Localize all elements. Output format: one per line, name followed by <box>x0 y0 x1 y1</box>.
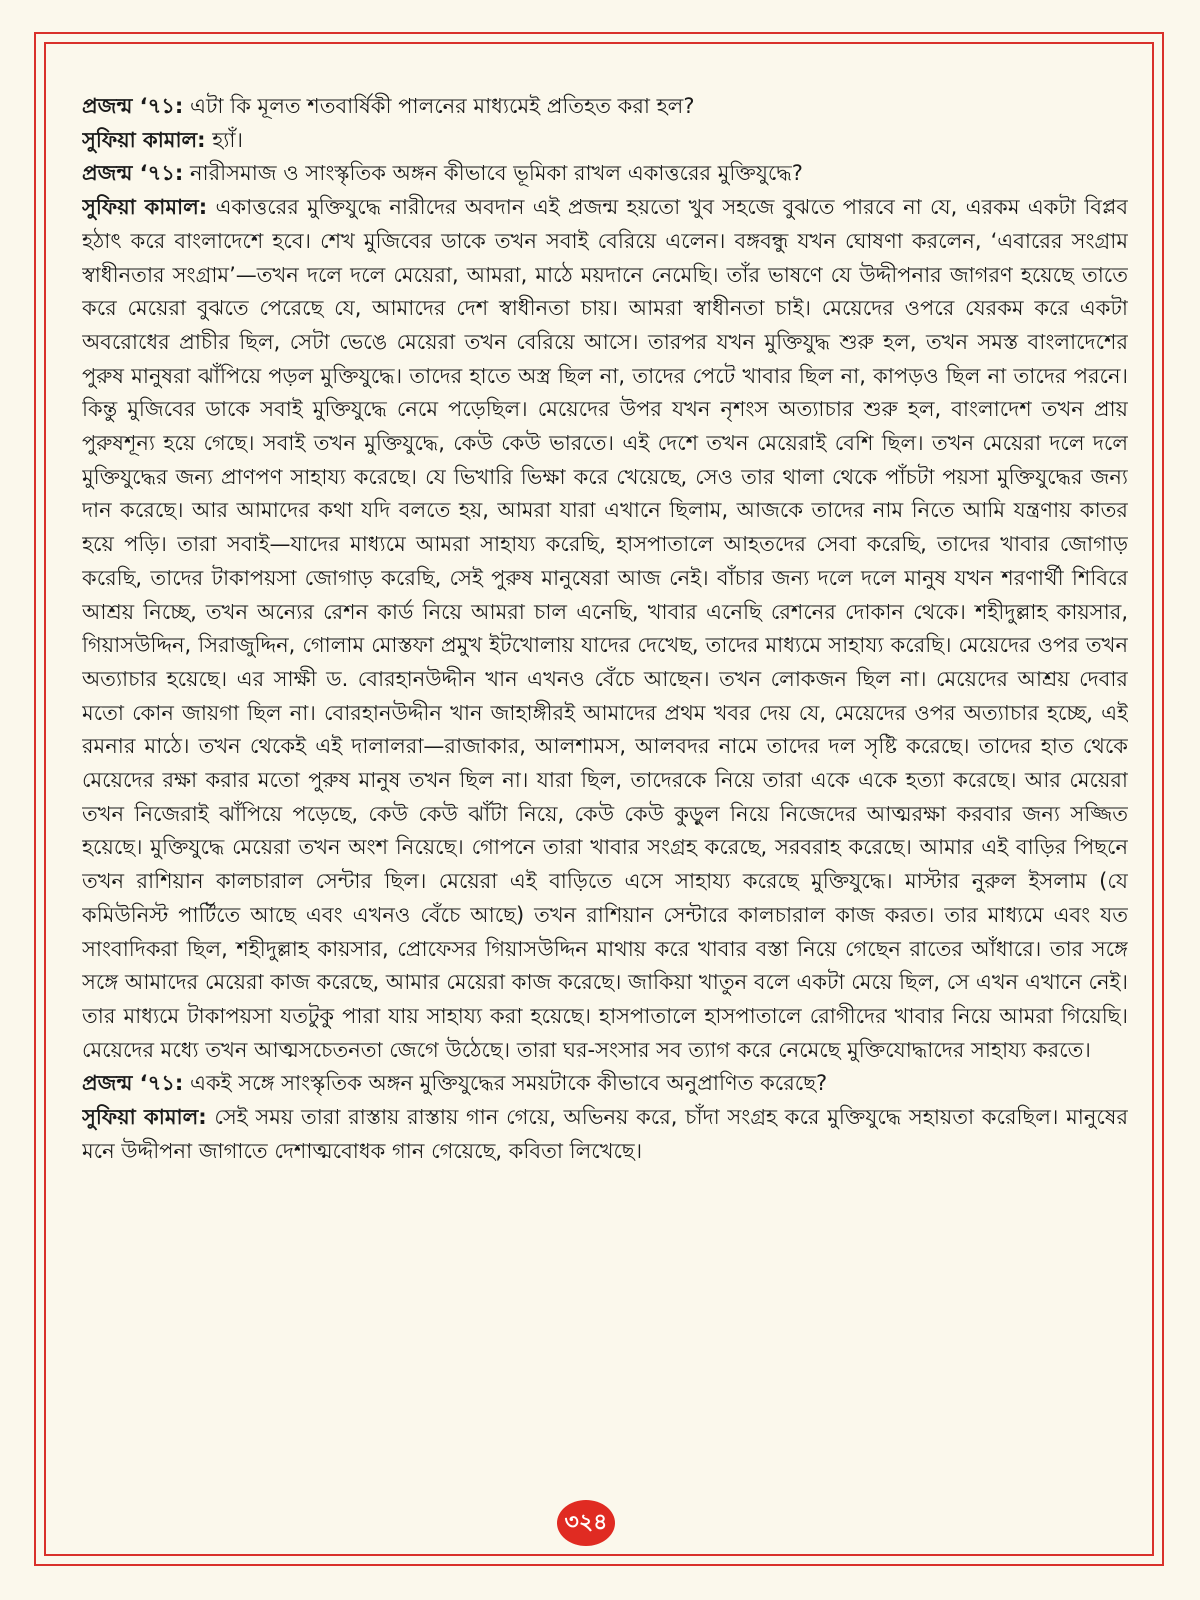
dialogue-entry <box>82 157 1128 191</box>
dialogue-text: হ্যাঁ। <box>205 127 243 152</box>
page-number-badge: ৩২৪ <box>557 1500 615 1546</box>
dialogue-entry <box>82 124 1128 158</box>
speaker-label: প্রজন্ম ‘৭১: <box>82 94 184 118</box>
dialogue-entry <box>82 191 1128 1067</box>
dialogue-text: সেই সময় তারা রাস্তায় রাস্তায় গান গেয়ে, অভিনয় করে, চাঁদা সংগ্রহ করে মুক্তিযুদ্ধে সহায়তা করেছিল। মানুষের মনে উদ্দীপনা জাগাতে দেশাত্মবোধক গান গেয়েছে, কবিতা লিখেছে। <box>82 1105 1128 1163</box>
dialogue-entry <box>82 1101 1128 1168</box>
dialogue-text: নারীসমাজ ও সাংস্কৃতিক অঙ্গন কীভাবে ভূমিকা রাখল একাত্তরের মুক্তিযুদ্ধে? <box>183 161 803 186</box>
dialogue-text: এটা কি মূলত শতবার্ষিকী পালনের মাধ্যমেই প্রতিহত করা হল? <box>183 94 695 118</box>
speaker-label: সুফিয়া কামাল: <box>82 195 208 220</box>
speaker-label: সুফিয়া কামাল: <box>82 127 206 152</box>
dialogue-text: একাত্তরের মুক্তিযুদ্ধে নারীদের অবদান এই প্রজন্ম হয়তো খুব সহজে বুঝতে পারবে না যে, এরকম একটা বিপ্লব হঠাৎ করে বাংলাদেশে হবে। শেখ মুজিবের ডাকে তখন সবাই বেরিয়ে এলেন। বঙ্গবন্ধু যখন ঘোষণা করলেন, ‘এবারের সংগ্রাম স্বাধীনতার সংগ্রাম’—তখন দলে দলে মেয়েরা, আমরা, মাঠে ময়দানে নেমেছি। তাঁর ভাষণে যে উদ্দীপনার জাগরণ হয়েছে তাতে করে মেয়েরা বুঝতে পেরেছে যে, আমাদের দেশ স্বাধীনতা চায়। আমরা স্বাধীনতা চাই। মেয়েদের ওপরে যেরকম করে একটা অবরোধের প্রাচীর ছিল, সেটা ভেঙে মেয়েরা তখন বেরিয়ে আসে। তারপর যখন মুক্তিযুদ্ধ শুরু হল, তখন সমস্ত বাংলাদেশের পুরুষ মানুষরা ঝাঁপিয়ে পড়ল মুক্তিযুদ্ধে। তাদের হাতে অস্ত্র ছিল না, তাদের পেটে খাবার ছিল না, কাপড়ও ছিল না তাদের পরনে। কিন্তু মুজিবের ডাকে সবাই মুক্তিযুদ্ধে নেমে পড়েছিল। মেয়েদের উপর যখন নৃশংস অত্যাচার শুরু হল, বাংলাদেশ তখন প্রায় পুরুষশূন্য হয়ে গেছে। সবাই তখন মুক্তিযুদ্ধে, কেউ কেউ ভারতে। এই দেশে তখন মেয়েরাই বেশি ছিল। তখন মেয়েরা দলে দলে মুক্তিযুদ্ধের জন্য প্রাণপণ সাহায্য করেছে। যে ভিখারি ভিক্ষা করে খেয়েছে, সেও তার থালা থেকে পাঁচটা পয়সা মুক্তিযুদ্ধের জন্য দান করেছে। আর আমাদের কথা যদি বলতে হয়, আমরা যারা এখানে ছিলাম, আজকে তাদের নাম নিতে আমি যন্ত্রণায় কাতর হয়ে পড়ি। তারা সবাই—যাদের মাধ্যমে আমরা সাহায্য করেছি, হাসপাতালে আহতদের সেবা করেছি, তাদের খাবার জোগাড় করেছি, তাদের টাকাপয়সা জোগাড় করেছি, সেই পুরুষ মানুষেরা আজ নেই। বাঁচার জন্য দলে দলে মানুষ যখন শরণার্থী শিবিরে আশ্রয় নিচ্ছে, তখন অন্যের রেশন কার্ড নিয়ে আমরা চাল এনেছি, খাবার এনেছি রেশনের দোকান থেকে। শহীদুল্লাহ কায়সার, গিয়াসউদ্দিন, সিরাজুদ্দিন, গোলাম মোস্তফা প্রমুখ ইটখোলায় যাদের দেখেছ, তাদের মাধ্যমে সাহায্য করেছি। মেয়েদের ওপর তখন অত্যাচার হয়েছে। এর সাক্ষী ড. বোরহানউদ্দীন খান এখনও বেঁচে আছেন। তখন লোকজন ছিল না। মেয়েদের আশ্রয় দেবার মতো কোন জায়গা ছিল না। বোরহানউদ্দীন খান জাহাঙ্গীরই আমাদের প্রথম খবর দেয় যে, মেয়েদের ওপর অত্যাচার হচ্ছে, এই রমনার মাঠে। তখন থেকেই এই দালালরা—রাজাকার, আলশামস, আলবদর নামে তাদের দল সৃষ্টি করেছে। তাদের হাত থেকে মেয়েদের রক্ষা করার মতো পুরুষ মানুষ তখন ছিল না। যারা ছিল, তাদেরকে নিয়ে তারা একে একে হত্যা করেছে। আর মেয়েরা তখন নিজেরাই ঝাঁপিয়ে পড়েছে, কেউ কেউ ঝাঁটা নিয়ে, কেউ কেউ কুড়ুল নিয়ে নিজেদের আত্মরক্ষা করবার জন্য সজ্জিত হয়েছে। মুক্তিযুদ্ধে মেয়েরা তখন অংশ নিয়েছে। গোপনে তারা খাবার সংগ্রহ করেছে, সরবরাহ করেছে। আমার এই বাড়ির পিছনে তখন রাশিয়ান কালচারাল সেন্টার ছিল। মেয়েরা এই বাড়িতে এসে সাহায্য করেছে মুক্তিযুদ্ধে। মাস্টার নুরুল ইসলাম (যে কমিউনিস্ট পার্টিতে আছে এবং এখনও বেঁচে আছে) তখন রাশিয়ান সেন্টারে কালচারাল কাজ করত। তার মাধ্যমে এবং যত সাংবাদিকরা ছিল, শহীদুল্লাহ কায়সার, প্রোফেসর গিয়াসউদ্দিন মাথায় করে খাবার বস্তা নিয়ে গেছেন রাতের আঁধারে। তার সঙ্গে সঙ্গে আমাদের মেয়েরা কাজ করেছে, আমার মেয়েরা কাজ করেছে। জাকিয়া খাতুন বলে একটা মেয়ে ছিল, সে এখন এখানে নেই। তার মাধ্যমে টাকাপয়সা যতটুকু পারা যায় সাহায্য করা হয়েছে। হাসপাতালে হাসপাতালে রোগীদের খাবার নিয়ে আমরা গিয়েছি। মেয়েদের মধ্যে তখন আত্মসচেতনতা জেগে উঠেছে। তারা ঘর-সংসার সব ত্যাগ করে নেমেছে মুক্তিযোদ্ধাদের সাহায্য করতে। <box>82 195 1128 1062</box>
speaker-label: প্রজন্ম ‘৭১: <box>82 161 184 186</box>
dialogue-entry <box>82 90 1128 124</box>
interview-text <box>82 90 1128 1490</box>
dialogue-entry <box>82 1067 1128 1101</box>
speaker-label: সুফিয়া কামাল: <box>82 1105 207 1130</box>
dialogue-text: একই সঙ্গে সাংস্কৃতিক অঙ্গন মুক্তিযুদ্ধের সময়টাকে কীভাবে অনুপ্রাণিত করেছে? <box>183 1071 828 1096</box>
speaker-label: প্রজন্ম ‘৭১: <box>82 1071 184 1096</box>
